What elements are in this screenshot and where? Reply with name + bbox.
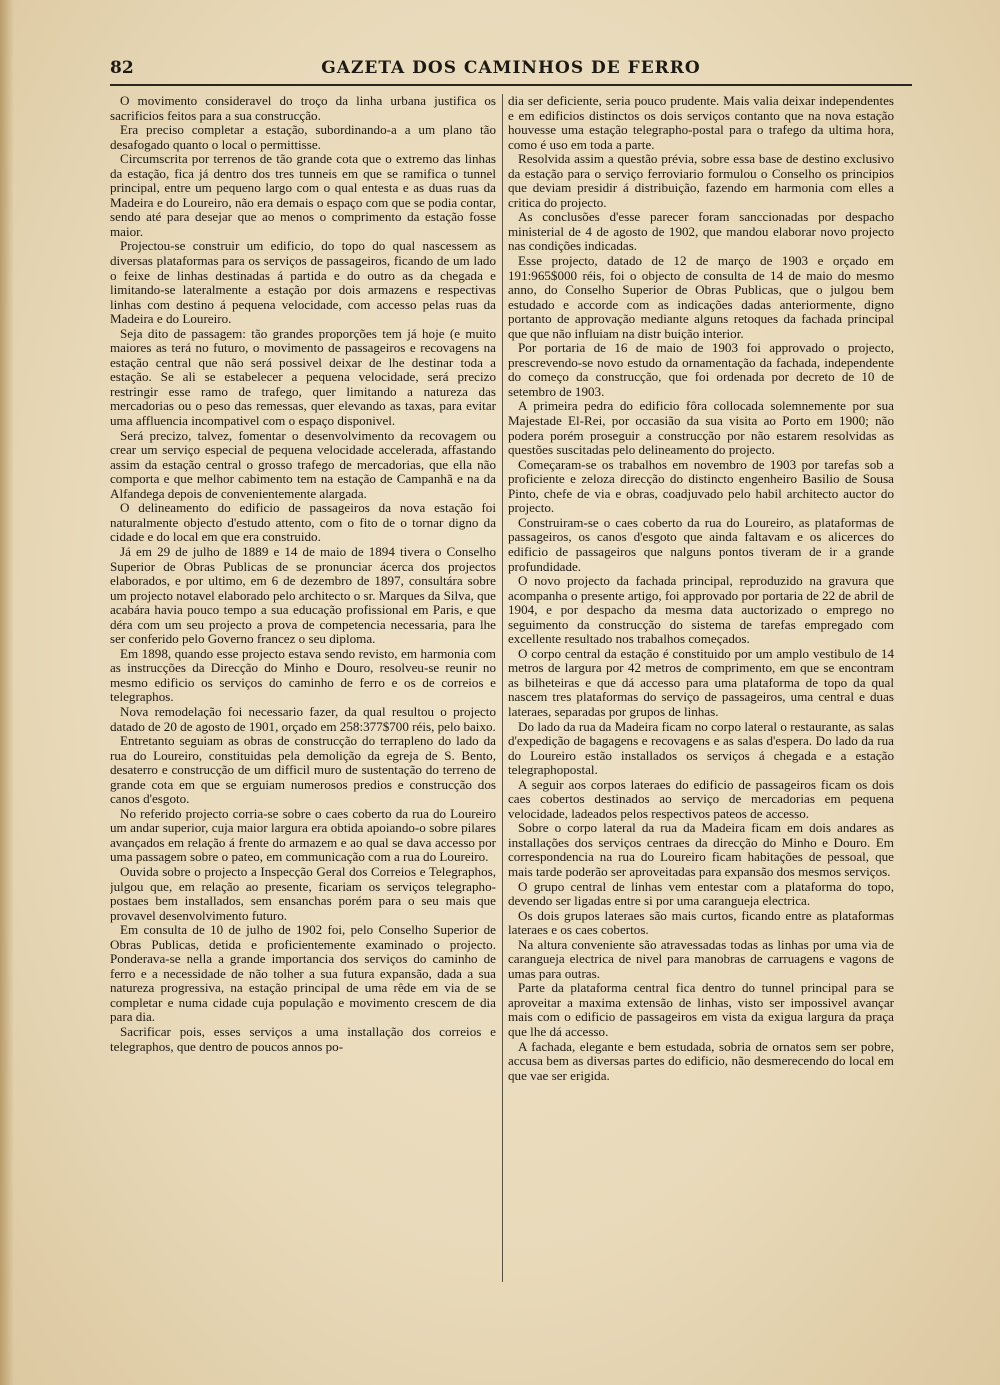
paragraph: O delineamento do edificio de passageiros da nova estação foi naturalmente objecto d'estudo attento, com o fito de o tornar digno da cidade e do local em que era construido. xyxy=(110,500,496,545)
page-edge-shadow xyxy=(0,0,14,1385)
paragraph: Sacrificar pois, esses serviços a uma installação dos correios e telegraphos, que dentro de poucos annos po- xyxy=(110,1024,496,1054)
paragraph: Por portaria de 16 de maio de 1903 foi approvado o projecto, prescrevendo-se novo estudo da ornamentação da fachada, independente do começo da construcção, que foi ordenada por decreto de 10 de setembro de 1903. xyxy=(508,340,894,399)
page-header xyxy=(110,56,912,84)
paragraph: O novo projecto da fachada principal, reproduzido na gravura que acompanha o presente artigo, foi approvado por portaria de 22 de abril de 1904, e por despacho da mesma data auctorizado o emprego no seguimento da construcção do sistema de tarefas empregado com excellente resultado nos trabalhos começados. xyxy=(508,573,894,647)
header-rule xyxy=(110,84,912,86)
paragraph: A fachada, elegante e bem estudada, sobria de ornatos sem ser pobre, accusa bem as diversas partes do edificio, não desmerecendo do local em que vae ser erigida. xyxy=(508,1038,894,1083)
paragraph: Os dois grupos lateraes são mais curtos, ficando entre as plataformas lateraes e os caes cobertos. xyxy=(508,907,894,938)
left-column xyxy=(110,94,496,1284)
paragraph: O movimento consideravel do troço da linha urbana justifica os sacrificios feitos para a sua construcção. xyxy=(110,94,496,123)
paragraph: As conclusões d'esse parecer foram sanccionadas por despacho ministerial de 4 de agosto de 1902, que mandou elaborar novo projecto nas condições indicadas. xyxy=(508,209,894,254)
paragraph: O corpo central da estação é constituido por um amplo vestibulo de 14 metros de largura por 42 metros de comprimento, em que se encontram as bilheteiras e que dá accesso para uma plataforma de topo da qual nascem tres plataformas do serviço de passageiros, uma central e duas lateraes, separadas por grupos de linhas. xyxy=(508,645,894,719)
paragraph: Ouvida sobre o projecto a Inspecção Geral dos Correios e Telegraphos, julgou que, em relação ao presente, ficariam os serviços telegrapho-postaes bem installados, sem ensanchas porém para o seu mais que provavel desenvolvimento futuro. xyxy=(110,863,496,923)
journal-title: GAZETA DOS CAMINHOS DE FERRO xyxy=(321,58,701,78)
paragraph: Circumscrita por terrenos de tão grande cota que o extremo das linhas da estação, fica já dentro dos tres tunneis em que se ramifica o tunnel principal, entre um pequeno largo com o qual entesta e as duas ruas da Madeira e do Loureiro, não era demais o espaço com que se podia contar, sendo até para desejar que ao menos o comprimento da estação fosse maior. xyxy=(110,151,496,239)
paragraph: O grupo central de linhas vem entestar com a plataforma do topo, devendo ser ligadas entre si por uma carangueja electrica. xyxy=(508,878,894,909)
paragraph: Parte da plataforma central fica dentro do tunnel principal para se aproveitar a maxima extensão de linhas, visto ser impossivel avançar mais com o edificio de passageiros em vista da exigua largura da praça que lhe dá accesso. xyxy=(508,980,894,1039)
paragraph: Nova remodelação foi necessario fazer, da qual resultou o projecto datado de 20 de agosto de 1901, orçado em 258:377$700 réis, pelo baixo. xyxy=(110,703,496,734)
paragraph: Entretanto seguiam as obras de construcção do terrapleno do lado da rua do Loureiro, constituidas pela demolição da egreja de S. Bento, desaterro e construcção de um difficil muro de sustentação do terreno de grande cota em que se erguiam numerosos predios e construcção dos canos d'esgoto. xyxy=(110,733,496,807)
paragraph: Sobre o corpo lateral da rua da Madeira ficam em dois andares as installações dos serviços centraes da direcção do Minho e Douro. Em correspondencia na rua do Loureiro ficam habitações de pessoal, que mais tarde poderão ser aproveitadas para expansão dos mesmos serviços. xyxy=(508,820,894,879)
paragraph: Já em 29 de julho de 1889 e 14 de maio de 1894 tivera o Conselho Superior de Obras Publicas de se pronunciar ácerca dos projectos elaborados, e por ultimo, em 6 de dezembro de 1897, consultára sobre um projecto notavel elaborado pelo architecto o sr. Marques da Silva, que acabára havia pouco tempo a sua educação profissional em Paris, e que déra com um seu projecto a prova de competencia necessaria, para lhe ser conferido pelo Governo francez o seu diploma. xyxy=(110,543,496,647)
paragraph: Na altura conveniente são atravessadas todas as linhas por uma via de carangueja electrica de nivel para manobras de carruagens e vagons de umas para outras. xyxy=(508,936,894,981)
paragraph: Projectou-se construir um edificio, do topo do qual nascessem as diversas plataformas para os serviços de passageiros, ficando de um lado o feixe de linhas destinadas á partida e do outro as da chegada e limitando-se lateralmente a estação por dois armazens e respectivas linhas com destino á pequena velocidade, com accesso pelas ruas da Madeira e do Loureiro. xyxy=(110,238,496,327)
paragraph: Do lado da rua da Madeira ficam no corpo lateral o restaurante, as salas d'expedição de bagagens e recovagens e as salas d'espera. Do lado da rua do Loureiro estão installados os serviços á chegada e a estação telegraphopostal. xyxy=(508,718,894,778)
paragraph: A seguir aos corpos lateraes do edificio de passageiros ficam os dois caes cobertos destinados ao serviço de mercadorias em pequena velocidade, ladeados pelos respectivos pateos de accesso. xyxy=(508,776,894,821)
right-column xyxy=(508,94,894,1284)
paragraph: No referido projecto corria-se sobre o caes coberto da rua do Loureiro um andar superior, cuja maior largura era obtida apoiando-o sobre pilares avançados em relação á frente do armazem e ao qual se dava accesso por uma passagem sobre o pateo, em communicação com a rua do Loureiro. xyxy=(110,805,496,865)
paragraph: Esse projecto, datado de 12 de março de 1903 e orçado em 191:965$000 réis, foi o objecto de consulta de 14 de maio do mesmo anno, do Conselho Superior de Obras Publicas, que o julgou bem estudado e accorde com as indicações dadas anteriormente, digno portanto de approvação mediante alguns retoques da fachada principal que que não influiam na distr buição interior. xyxy=(508,253,894,341)
paragraph: Começaram-se os trabalhos em novembro de 1903 por tarefas sob a proficiente e zeloza direcção do distincto engenheiro Basilio de Sousa Pinto, chefe de via e obras, coadjuvado pelo habil architecto auctor do projecto. xyxy=(508,456,894,516)
paragraph: A primeira pedra do edificio fôra collocada solemnemente por sua Majestade El-Rei, por occasião da sua visita ao Porto em 1900; não podera porém proseguir a construcção por não estarem resolvidas as questões suscitadas pelo delineamento do projecto. xyxy=(508,398,894,458)
paragraph: Resolvida assim a questão prévia, sobre essa base de destino exclusivo da estação para o serviço ferroviario formulou o Conselho os principios que deviam presidir á distribuição, fazendo em harmonia com elles a critica do projecto. xyxy=(508,151,894,210)
page-number: 82 xyxy=(110,58,134,78)
paragraph: Seja dito de passagem: tão grandes proporções tem já hoje (e muito maiores as terá no futuro, o movimento de passageiros e recovagens na estação central que não será possivel deixar de lhe destinar toda a estação. Se ali se estabelecer a pequena velocidade, será precizo restringir esse ramo de trafego, quer limitando a natureza das mercadorias ou o peso das remessas, quer elevando as taxas, para evitar uma affluencia incompativel com o espaço disponivel. xyxy=(110,325,496,429)
paragraph: dia ser deficiente, seria pouco prudente. Mais valia deixar independentes e em edificios distinctos os dois serviços contanto que na nova estação houvesse uma estação telegrapho-postal para o trafego da ultima hora, como é uso em toda a parte. xyxy=(508,94,894,152)
column-divider xyxy=(502,94,503,1282)
paragraph: Era preciso completar a estação, subordinando-a a um plano tão desafogado quanto o local o permittisse. xyxy=(110,122,496,152)
paragraph: Em 1898, quando esse projecto estava sendo revisto, em harmonia com as instrucções da Direcção do Minho e Douro, resolveu-se reunir no mesmo edificio os serviços do caminho de ferro e os de correios e telegraphos. xyxy=(110,645,496,705)
paragraph: Construiram-se o caes coberto da rua do Loureiro, as plataformas de passageiros, os canos d'esgoto que ainda faltavam e os alicerces do edificio de passageiros que nalguns pontos tiveram de ir a grande profundidade. xyxy=(508,514,894,574)
paragraph: Em consulta de 10 de julho de 1902 foi, pelo Conselho Superior de Obras Publicas, detida e proficientemente examinado o projecto. Ponderava-se nella a grande importancia dos serviços do caminho de ferro e a necessidade de não tolher a sua futura expansão, dada a sua natureza progressiva, na estação principal de uma rêde em via de se completar e numa cidade cuja população e movimento crescem de dia para dia. xyxy=(110,922,496,1025)
paragraph: Será precizo, talvez, fomentar o desenvolvimento da recovagem ou crear um serviço especial de pequena velocidade accelerada, affastando assim da estação central o grosso trafego de mercadorias, que ella não comporta e que melhor cabimento tem na estação de Campanhã e na da Alfandega depois de convenientemente alargada. xyxy=(110,427,496,501)
